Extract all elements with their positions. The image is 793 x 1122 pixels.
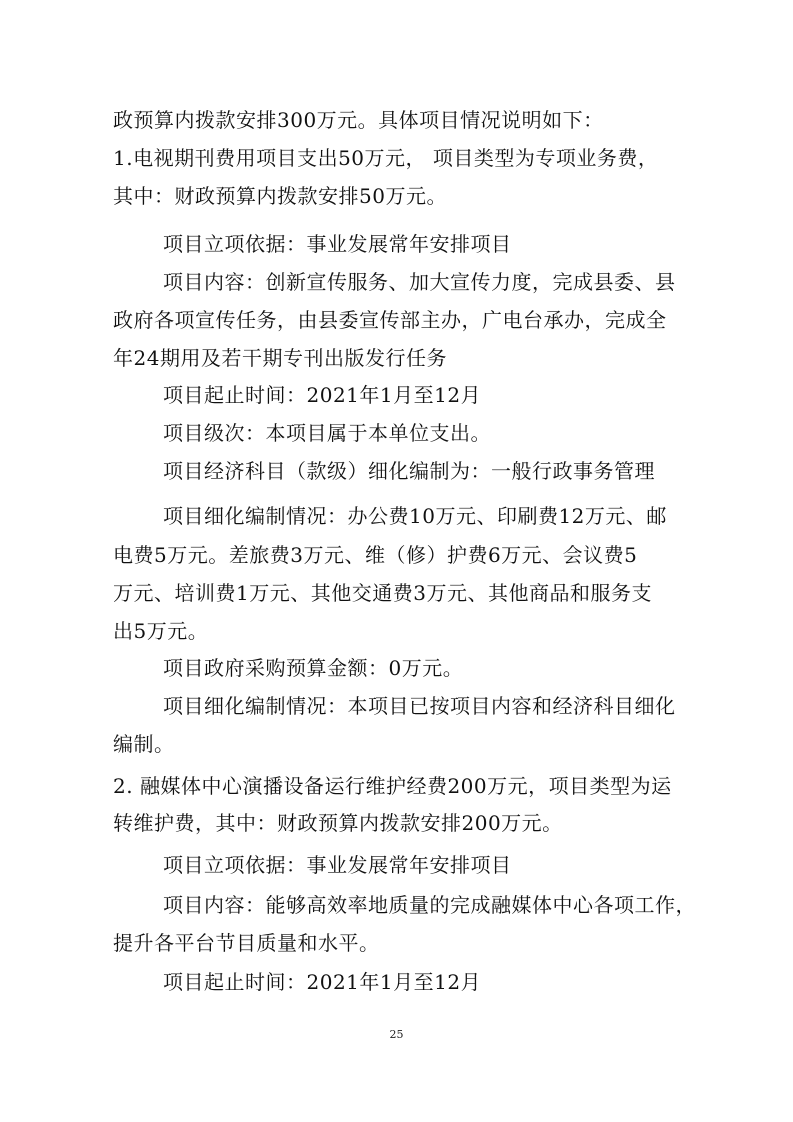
text-line: 政预算内拨款安排300万元。具体项目情况说明如下： xyxy=(113,108,604,132)
text-line: 项目级次：本项目属于本单位支出。 xyxy=(163,421,491,445)
text-line: 项目细化编制情况：本项目已按项目内容和经济科目细化 xyxy=(163,694,676,718)
text-line: 项目政府采购预算金额：0万元。 xyxy=(163,656,464,680)
text-line: 项目立项依据：事业发展常年安排项目 xyxy=(163,853,512,877)
text-line: 编制。 xyxy=(113,732,175,756)
text-line: 项目内容：能够高效率地质量的完成融媒体中心各项工作， xyxy=(163,893,696,917)
text-line: 项目起止时间：2021年1月至12月 xyxy=(163,970,482,994)
text-line: 万元、培训费1万元、其他交通费3万元、其他商品和服务支 xyxy=(113,581,652,605)
text-line: 政府各项宣传任务，由县委宣传部主办，广电台承办，完成全 xyxy=(113,308,667,332)
text-line: 其中：财政预算内拨款安排50万元。 xyxy=(113,184,447,208)
text-line: 提升各平台节目质量和水平。 xyxy=(113,931,380,955)
text-line: 项目经济科目（款级）细化编制为：一般行政事务管理 xyxy=(163,459,655,483)
text-line: 出5万元。 xyxy=(113,619,209,643)
page-number: 25 xyxy=(389,1028,404,1041)
text-line: 项目起止时间：2021年1月至12月 xyxy=(163,383,482,407)
text-line: 转维护费，其中：财政预算内拨款安排200万元。 xyxy=(113,811,563,835)
section-heading-2: 2. 融媒体中心演播设备运行维护经费200万元，项目类型为运 xyxy=(113,774,672,798)
text-line: 项目内容：创新宣传服务、加大宣传力度，完成县委、县 xyxy=(163,270,676,294)
text-line: 电费5万元。差旅费3万元、维（修）护费6万元、会议费5 xyxy=(113,543,638,567)
section-heading-1: 1.电视期刊费用项目支出50万元， 项目类型为专项业务费， xyxy=(113,146,659,170)
text-line: 项目立项依据：事业发展常年安排项目 xyxy=(163,232,512,256)
text-line: 项目细化编制情况：办公费10万元、印刷费12万元、邮 xyxy=(163,504,667,528)
text-line: 年24期用及若干期专刊出版发行任务 xyxy=(113,346,447,370)
